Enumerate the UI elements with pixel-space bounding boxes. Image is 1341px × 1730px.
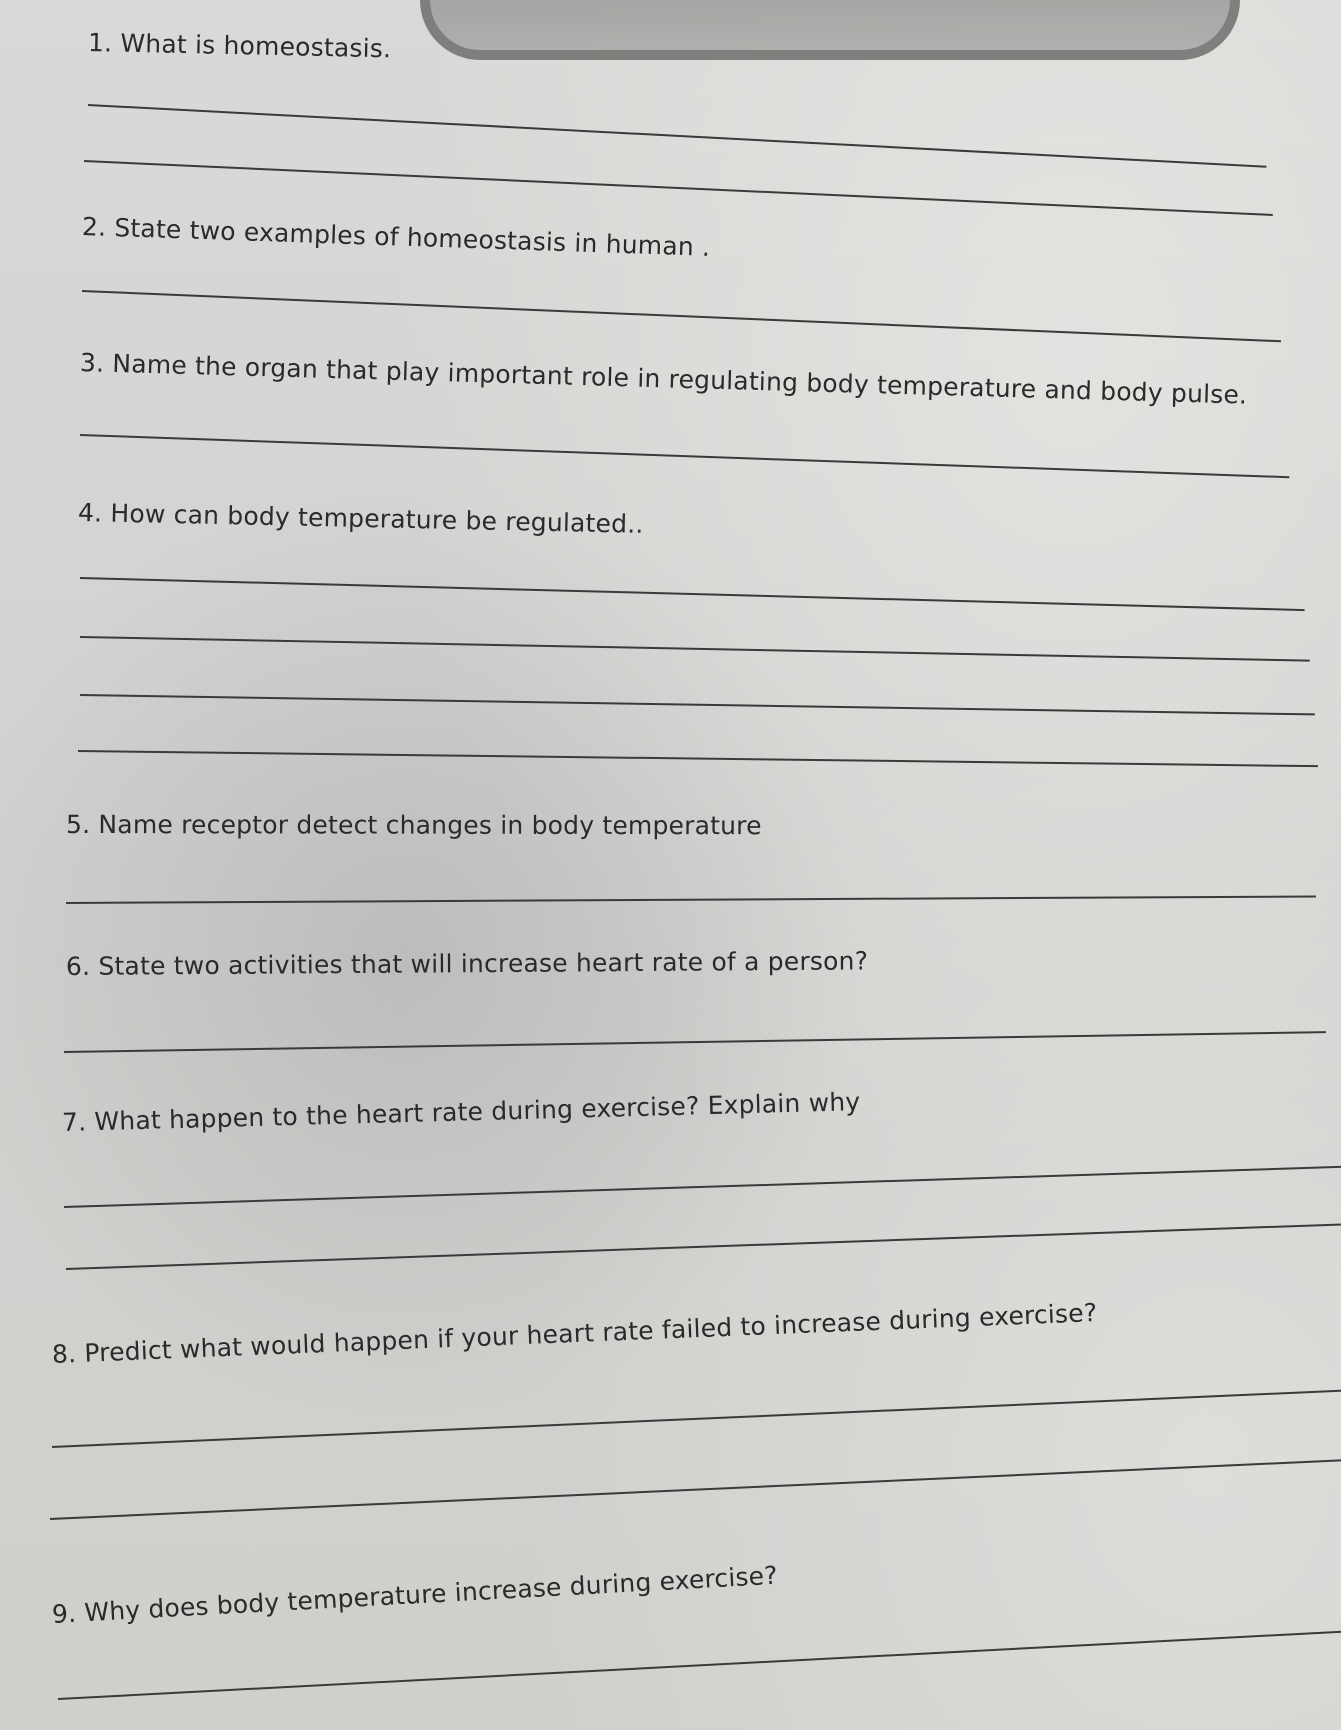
answer-line[interactable] — [66, 1223, 1341, 1270]
answer-line[interactable] — [64, 1166, 1341, 1208]
question-number: 9. — [51, 1598, 78, 1629]
question-5 — [66, 810, 762, 840]
question-2 — [82, 212, 711, 262]
question-text: Name receptor detect changes in body temperature — [98, 810, 762, 841]
answer-line[interactable] — [80, 577, 1305, 611]
answer-line[interactable] — [80, 434, 1289, 478]
question-text: How can body temperature be regulated.. — [110, 498, 644, 539]
question-1 — [88, 28, 392, 63]
answer-line[interactable] — [78, 750, 1318, 767]
question-number: 7. — [61, 1107, 87, 1137]
question-9 — [51, 1561, 778, 1629]
answer-line[interactable] — [50, 1459, 1341, 1520]
question-text: What happen to the heart rate during exercise? Explain why — [94, 1087, 861, 1137]
question-text: State two activities that will increase heart rate of a person? — [98, 946, 869, 981]
question-text: What is homeostasis. — [120, 28, 392, 64]
answer-line[interactable] — [80, 694, 1315, 715]
question-8 — [51, 1298, 1097, 1369]
question-number: 6. — [65, 951, 91, 981]
question-text: Name the organ that play important role in regulating body temperature and body pulse. — [112, 348, 1248, 410]
answer-line[interactable] — [58, 1630, 1341, 1700]
question-7 — [62, 1087, 861, 1137]
answer-line[interactable] — [64, 1031, 1326, 1053]
binder-band — [420, 0, 1240, 60]
question-number: 8. — [51, 1339, 77, 1369]
answer-line[interactable] — [52, 1390, 1341, 1448]
question-4 — [78, 498, 644, 539]
answer-line[interactable] — [80, 636, 1310, 662]
question-text: Why does body temperature increase during exercise? — [83, 1560, 779, 1628]
answer-line[interactable] — [84, 160, 1273, 216]
question-text: State two examples of homeostasis in human . — [113, 213, 711, 262]
question-number: 5. — [65, 810, 91, 840]
question-number: 4. — [77, 498, 103, 528]
question-number: 2. — [81, 212, 107, 242]
question-number: 3. — [79, 348, 105, 378]
answer-line[interactable] — [88, 104, 1266, 168]
answer-line[interactable] — [82, 290, 1281, 342]
answer-line[interactable] — [66, 895, 1316, 904]
question-6 — [66, 946, 868, 981]
question-number: 1. — [87, 28, 113, 58]
question-3 — [80, 348, 1248, 410]
question-text: Predict what would happen if your heart rate failed to increase during exercise? — [83, 1298, 1098, 1368]
